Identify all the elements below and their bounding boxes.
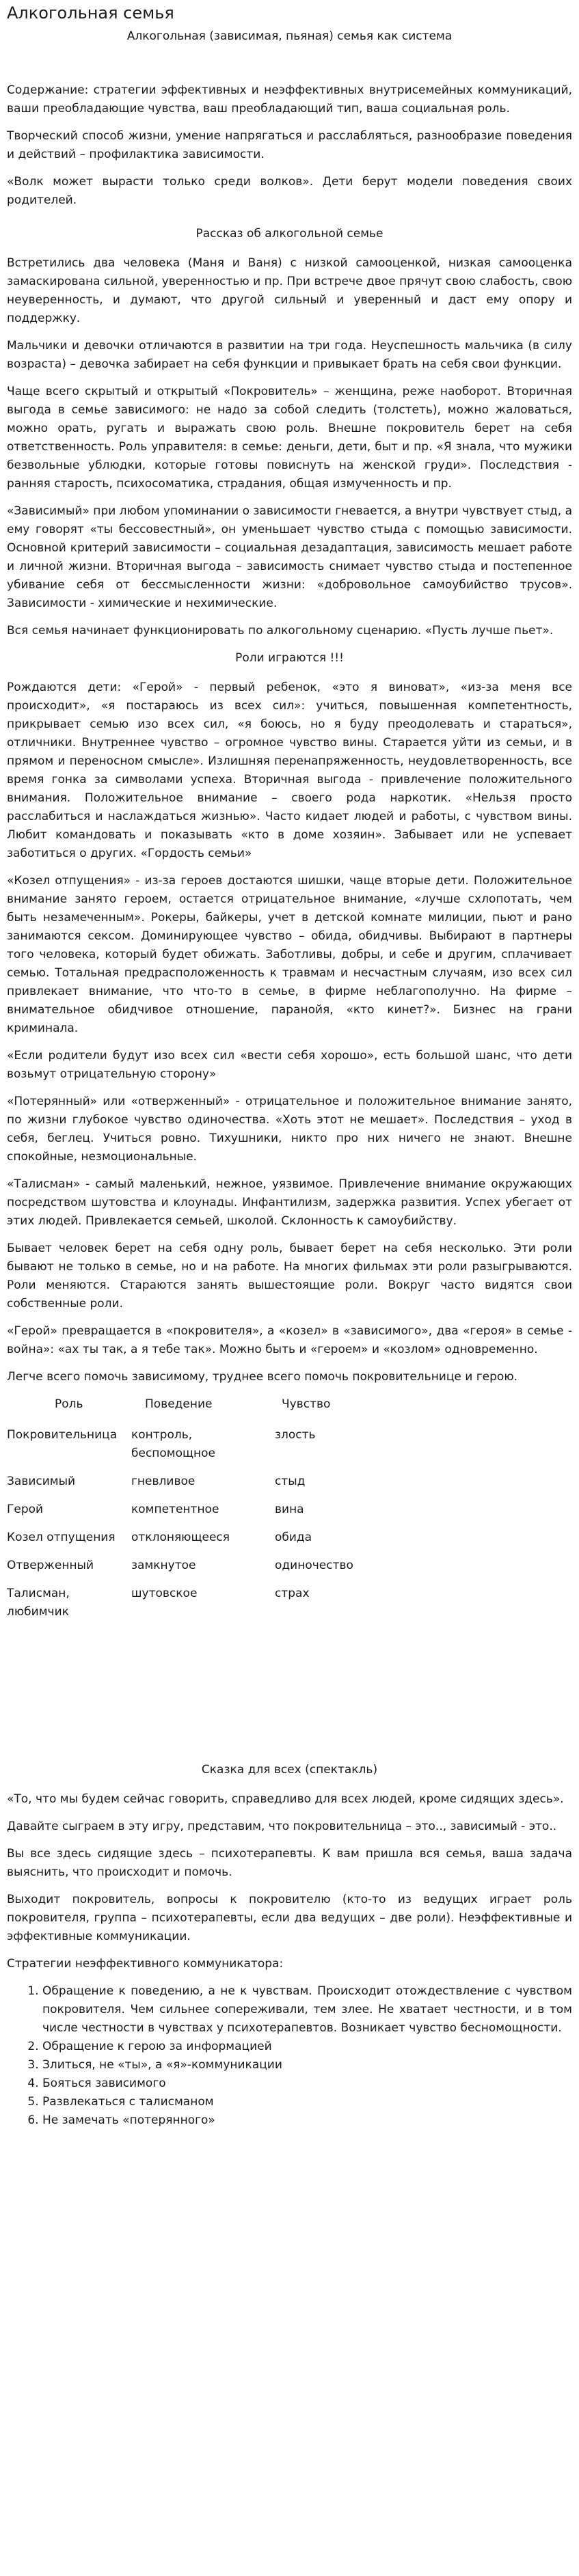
story-paragraph: «Зависимый» при любом упоминании о зависимости гневается, а внутри чувствует стыд, а ему говорят «ты бессовестный», он уменьшает чувство стыда с помощью зависимости. Основной критерий зависимости – социальная дезадаптация, зависимость мешает работе и личной жизни. Вторичная выгода – зависимость снимает чувство стыда и постепенное убивание себя от бессмысленности жизни: «добровольное самоубийство трусов». Зависимости - химические и нехимические. (7, 504, 572, 610)
table-row (7, 1501, 412, 1529)
intro-paragraph: Творческий способ жизни, умение напрягаться и расслабляться, разнообразие поведения и действий – профилактика зависимости. (7, 129, 572, 161)
tale-paragraph: «То, что мы будем сейчас говорить, справедливо для всех людей, кроме сидящих здесь». (7, 1792, 564, 1806)
table-row (7, 1529, 412, 1557)
intro-paragraph: «Волк может вырасти только среди волков». Дети берут модели поведения своих родителей. (7, 175, 572, 207)
roles-table (7, 1395, 412, 1631)
page-title: Алкогольная семья (7, 3, 174, 23)
tale-paragraph: Давайте сыграем в эту игру, представим, что покровительница – это.., зависимый - это.. (7, 1820, 557, 1833)
table-cell-behavior: контроль, беспомощное (131, 1428, 216, 1460)
story-paragraph: Мальчики и девочки отличаются в развитии на три года. Неуспешность мальчика (в силу возраста) – девочка забирает на себя функции и привыкает брать на себя свои функции. (7, 339, 572, 371)
spacer (7, 1658, 572, 1761)
story-heading: Рассказ об алкогольной семье (196, 227, 383, 241)
table-header-row (7, 1395, 412, 1426)
roles-section (7, 679, 572, 1386)
list-item: 4. Бояться зависимого (42, 2074, 572, 2093)
table-cell-role: Покровительница (7, 1428, 118, 1442)
list-item: 3. Злиться, не «ты», а «я»-коммуникации (42, 2056, 572, 2074)
roles-paragraph: «Потерянный» или «отверженный» - отрицательное и положительное внимание занято, по жизни глубокое чувство одиночества. «Хоть этот не мешает». Последствия – уход в себя, беглец. Учиться ровно. Тихушники, никто про них ничего не знают. Внешне спокойные, незмоциональные. (7, 1095, 572, 1164)
table-cell-feeling: стыд (275, 1475, 306, 1488)
tale-section (7, 1790, 572, 1973)
table-cell-behavior: отклоняющееся (131, 1531, 230, 1544)
list-item: 6. Не замечать «потерянного» (42, 2111, 572, 2130)
table-cell-role: Зависимый (7, 1475, 76, 1488)
table-row (7, 1472, 412, 1501)
table-cell-behavior: замкнутое (131, 1559, 196, 1572)
list-item: 1. Обращение к поведению, а не к чувствам. Происходит отождествление с чувством покровителя. Чем сильнее сопереживали, тем злее. Не хватает честности, и в том числе честности в чувствах у психотерапевтов. Возникает чувство бесномощности. (42, 1982, 572, 2038)
table-row (7, 1557, 412, 1585)
list-item: 2. Обращение к герою за информацией (42, 2038, 572, 2056)
story-section (7, 254, 572, 640)
table-cell-behavior: шутовское (131, 1587, 198, 1600)
tale-paragraph: Вы все здесь сидящие здесь – психотерапевты. К вам пришла вся семья, ваша задача выяснить, что происходит и помочь. (7, 1847, 572, 1879)
story-paragraph: Вся семья начинает функционировать по алкогольному сценарию. «Пусть лучше пьет». (7, 624, 554, 638)
intro-paragraph: Содержание: стратегии эффективных и неэффективных внутрисемейных коммуникаций, ваши преобладающие чувства, ваш преобладающий тип, ваша социальная роль. (7, 83, 572, 115)
tale-paragraph: Выходит покровитель, вопросы к покровителю (кто-то из ведущих играет роль покровителя, группа – психотерапевты, если два ведущих – две роли). Неэффективные и эффективные коммуникации. (7, 1893, 572, 1943)
table-cell-role: Герой (7, 1503, 44, 1516)
page-subtitle: Алкогольная (зависимая, пьяная) семья как система (126, 29, 453, 43)
roles-paragraph: Легче всего помочь зависимому, труднее всего помочь покровительнице и герою. (7, 1370, 518, 1384)
table-header-cell: Поведение (145, 1397, 213, 1411)
roles-paragraph: «Талисман» - самый маленький, нежное, уязвимое. Привлечение внимание окружающих посредством шутовства и клоунады. Инфантилизм, задержка развития. Успех убегает от этих людей. Привлекается семьей, школой. Склонность к самоубийству. (7, 1177, 572, 1228)
table-cell-feeling: злость (275, 1428, 316, 1442)
story-paragraph: Встретились два человека (Маня и Ваня) с низкой самооценкой, низкая самооценка замаскирована сильной, уверенностью и пр. При встрече двое прячут свою слабость, свою неуверенность, и думают, что другой сильный и уверенный и даст ему опору и поддержку. (7, 256, 572, 325)
table-header-cell: Роль (55, 1397, 83, 1411)
roles-heading: Роли играются !!! (235, 651, 344, 665)
roles-paragraph: «Герой» превращается в «покровителя», а «козел» в «зависимого», два «героя» в семье - война»: «ах ты так, а я тебе так». Можно быть и «героем» и «козлом» одновременно. (7, 1324, 572, 1356)
table-header-cell: Чувство (282, 1397, 331, 1411)
story-paragraph: Чаще всего скрытый и открытый «Покровитель» – женщина, реже наоборот. Вторичная выгода в семье зависимого: не надо за собой следить (толстеть), можно жаловаться, можно орать, ругать и выражать свою роль. Внешне покровитель берет на себя ответственность. Роль управителя: в семье: деньги, дети, быт и пр. «Я знала, что мужики безвольные ублюдки, которые готовы повиснуть на женской груди». Последствия - ранняя старость, психосоматика, страдания, общая измученность и пр. (7, 385, 572, 491)
roles-paragraph: Рождаются дети: «Герой» - первый ребенок, «это я виноват», «из-за меня все происходит», «я постараюсь из всех сил»: учиться, повышенная компетентность, прикрывает семью изо всех сил, «я боюсь, но я буду преодолевать и стараться», отличники. Внутреннее чувство – огромное чувство вины. Старается уйти из семьи, и в прямом и переносном смысле». Излишняя перенапряженность, неудовлетворенность, все время гонка за символами успеха. Вторичная выгода - привлечение положительного внимания. Положительное внимание – своего рода наркотик. «Нельзя просто расслабиться и наслаждаться жизнью». Часто кидает людей и работы, с чувством вины. Любит командовать и показывать «кто в доме хозяин». Забывает или не успевает заботиться о других. «Гордость семьи» (7, 681, 572, 860)
list-item: 5. Развлекаться с талисманом (42, 2093, 572, 2111)
table-cell-feeling: вина (275, 1503, 304, 1516)
roles-paragraph: Бывает человек берет на себя одну роль, бывает берет на себя несколько. Эти роли бывают не только в семье, но и на работе. На многих фильмах эти роли разыгрываются. Роли меняются. Стараются занять вышестоящие роли. Вокруг часто видятся свои собственные роли. (7, 1242, 572, 1311)
table-cell-feeling: страх (275, 1587, 310, 1600)
intro-section (7, 81, 572, 210)
roles-paragraph: «Если родители будут изо всех сил «вести себя хорошо», есть большой шанс, что дети возьмут отрицательную сторону» (7, 1049, 572, 1081)
table-cell-feeling: одиночество (275, 1559, 353, 1572)
roles-paragraph: «Козел отпущения» - из-за героев достаются шишки, чаще вторые дети. Положительное внимание занято героем, остается отрицательное внимание, «лучше схлопотать, чем быть незамеченным». Рокеры, байкеры, учет в детской комнате милиции, пьют и рано занимаются сексом. Доминирующее чувство – обида, обидчивы. Выбирают в партнеры того человека, который будет обижать. Заботливы, добры, и себе и другим, сплачивает семью. Тотальная предрасположенность к травмам и несчастным случаям, изо всех сил привлекает внимание, что что-то в семье, в фирме неблагополучно. На фирме – внимательное обидчивое отношение, паранойя, «кто кинет?». Бизнес на грани криминала. (7, 874, 572, 1035)
tale-heading: Сказка для всех (спектакль) (201, 1763, 378, 1777)
table-cell-role: Козел отпущения (7, 1531, 116, 1544)
table-cell-role: Талисман, любимчик (7, 1587, 70, 1619)
table-row (7, 1426, 412, 1472)
strategies-list (7, 1982, 572, 2130)
table-cell-role: Отверженный (7, 1559, 94, 1572)
table-cell-feeling: обида (275, 1531, 312, 1544)
table-cell-behavior: компетентное (131, 1503, 219, 1516)
table-row (7, 1585, 412, 1631)
table-cell-behavior: гневливое (131, 1475, 196, 1488)
tale-paragraph: Стратегии неэффективного коммуникатора: (7, 1957, 284, 1971)
